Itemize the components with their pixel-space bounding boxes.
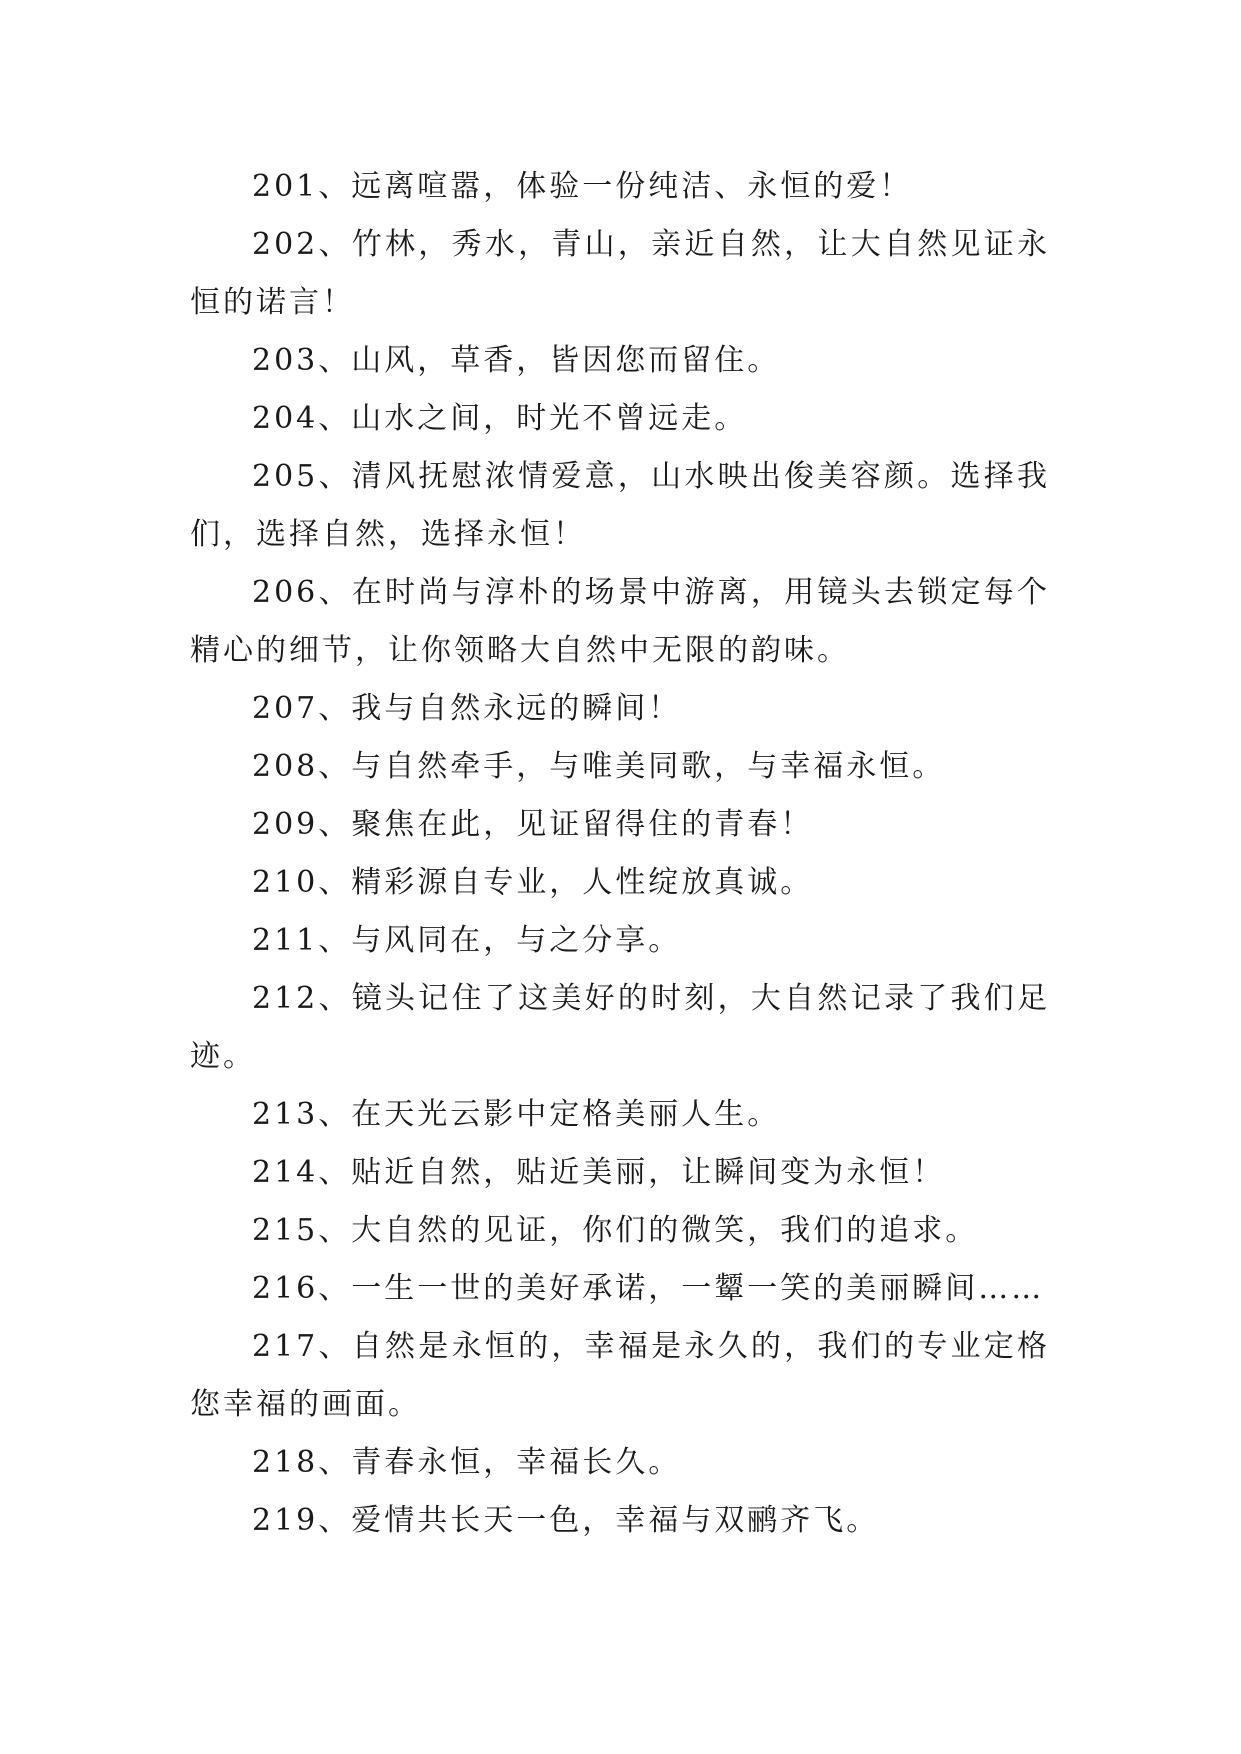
slogan-paragraph: 209、聚焦在此，见证留得住的青春！ (252, 807, 814, 842)
slogan-paragraph: 215、大自然的见证，你们的微笑，我们的追求。 (252, 1213, 979, 1248)
slogan-paragraph: 202、竹林，秀水，青山，亲近自然，让大自然见证永恒的诺言！ (190, 227, 1050, 320)
slogan-paragraph: 206、在时尚与淳朴的场景中游离，用镜头去锁定每个精心的细节，让你领略大自然中无限的韵味。 (190, 575, 1050, 668)
slogan-paragraph: 205、清风抚慰浓情爱意，山水映出俊美容颜。选择我们，选择自然，选择永恒！ (190, 459, 1050, 552)
slogan-paragraph: 219、爱情共长天一色，幸福与双鹂齐飞。 (252, 1503, 880, 1538)
slogan-paragraph: 207、我与自然永远的瞬间！ (252, 691, 682, 726)
slogan-paragraph: 217、自然是永恒的，幸福是永久的，我们的专业定格您幸福的画面。 (190, 1329, 1050, 1422)
slogan-paragraph: 204、山水之间，时光不曾远走。 (252, 401, 748, 436)
slogan-paragraph: 213、在天光云影中定格美丽人生。 (252, 1097, 781, 1132)
slogan-paragraph: 212、镜头记住了这美好的时刻，大自然记录了我们足迹。 (190, 981, 1050, 1074)
slogan-paragraph: 218、青春永恒，幸福长久。 (252, 1445, 682, 1480)
slogan-paragraph: 214、贴近自然，贴近美丽，让瞬间变为永恒！ (252, 1155, 946, 1190)
slogan-paragraph: 201、远离喧嚣，体验一份纯洁、永恒的爱！ (252, 169, 913, 204)
slogan-paragraph: 210、精彩源自专业，人性绽放真诚。 (252, 865, 814, 900)
document-body (190, 158, 1050, 1550)
slogan-paragraph: 216、一生一世的美好承诺，一颦一笑的美丽瞬间…… (252, 1271, 1045, 1306)
slogan-paragraph: 208、与自然牵手，与唯美同歌，与幸福永恒。 (252, 749, 946, 784)
slogan-paragraph: 211、与风同在，与之分享。 (252, 923, 682, 958)
slogan-paragraph: 203、山风，草香，皆因您而留住。 (252, 343, 781, 378)
